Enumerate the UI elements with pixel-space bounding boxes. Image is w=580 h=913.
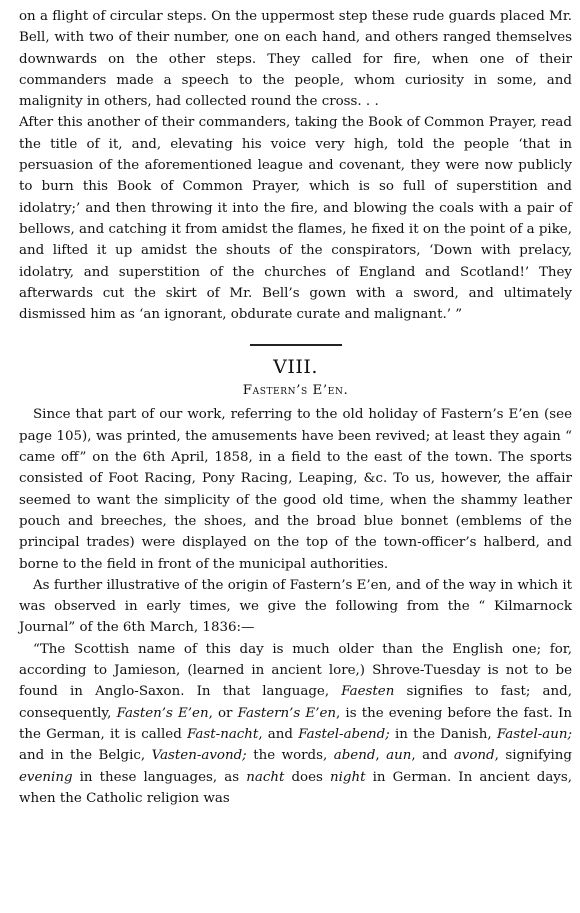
- body-paragraph-3: “The Scottish name of this day is much older than the English one; for, according to Jamieson, (learned in ancient lore,) Shrove-Tuesday is not to be found in Anglo-Saxon. In that language, Faesten signifies to fast; and, consequently, Fasten’s E’en, or Fastern’s E’en, is the evening before the fast. In the German, it is called Fast-nacht, and Fastel-abend; in the Danish, Fastel-aun; and in the Belgic, Vasten-avond; the words, abend, aun, and avond, signifying evening in these languages, as nacht does night in German. In ancient days, when the Catholic religion was: [19, 641, 573, 806]
- section-divider: [250, 344, 342, 346]
- section-title: Fastern’s E’en.: [242, 383, 349, 399]
- section-number: VIII.: [273, 356, 318, 379]
- body-paragraph-1: Since that part of our work, referring to the old holiday of Fastern’s E’en (see page 105), was printed, the amusements have been revived; at least they again “ came off” on the 6th April, 1858, in a field to the east of the town. The sports consisted of Foot Racing, Pony Racing, Leaping, &c. To us, however, the affair seemed to want the simplicity of the good old time, when the shammy leather pouch and breeches, the shoes, and the broad blue bonnet (emblems of the principal trades) were displayed on the top of the town-officer’s halberd, and borne to the field in front of the municipal authorities.: [19, 407, 572, 572]
- body-paragraph-2: As further illustrative of the origin of Fastern’s E’en, and of the way in which it was observed in early times, we give the following from the “ Kilmarnock Journal” of the 6th March, 1836:—: [19, 577, 572, 636]
- opening-paragraph-2: After this another of their commanders, taking the Book of Common Prayer, read the title of it, and, elevating his voice very high, told the people ‘that in persuasion of the aforementioned league and covenant, they were now publicly to burn this Book of Common Prayer, which is so full of superstition and idolatry;’ and then throwing it into the fire, and blowing the coals with a pair of bellows, and catching it from amidst the flames, he fixed it on the point of a pike, and lifted it up amidst the shouts of the conspirators, ‘Down with prelacy, idolatry, and superstition of the churches of England and Scotland!’ They afterwards cut the skirt of Mr. Bell’s gown with a sword, and ultimately dismissed him as ‘an ignorant, obdurate curate and malignant.’ ”: [19, 115, 572, 323]
- opening-paragraph-1: on a flight of circular steps. On the uppermost step these rude guards placed Mr. Bell, with two of their number, one on each hand, and others ranged themselves downwards on the other steps. They called for fire, when one of their commanders made a speech to the people, whom curiosity in some, and malignity in others, had collected round the cross. . .: [19, 9, 572, 110]
